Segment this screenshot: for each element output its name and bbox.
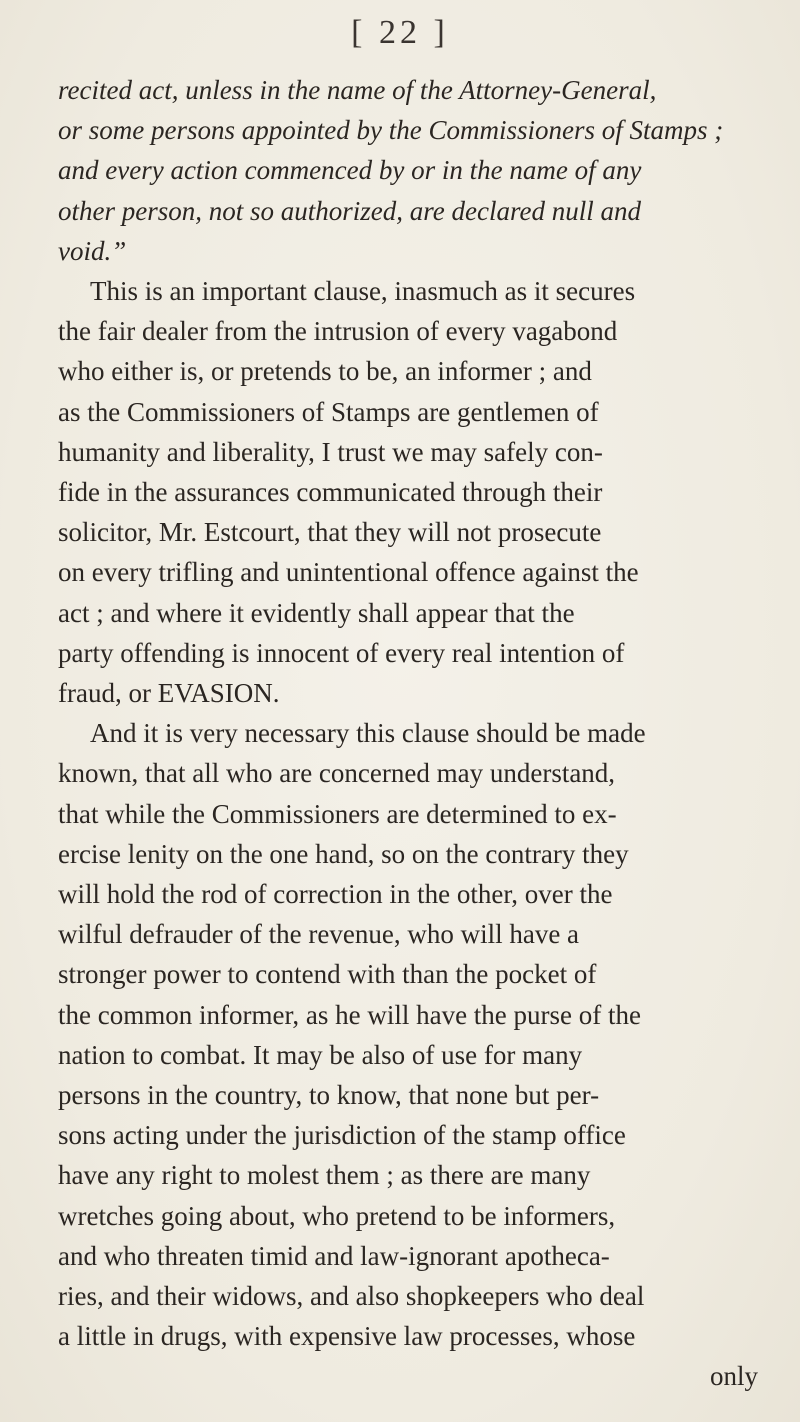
text-line: known, that all who are concerned may understand,	[58, 758, 616, 789]
text-line: recited act, unless in the name of the Attorney-General,	[58, 75, 657, 105]
text-line: party offending is innocent of every real intention of	[58, 637, 625, 668]
text-line: void.”	[58, 235, 127, 266]
text-line: persons in the country, to know, that none but per-	[58, 1080, 600, 1110]
text-line: a little in drugs, with expensive law processes, whose	[58, 1321, 636, 1352]
text-line: wretches going about, who pretend to be informers,	[58, 1200, 616, 1231]
text-line: will hold the rod of correction in the other, over the	[58, 879, 613, 909]
text-line: sons acting under the jurisdiction of the stamp office	[58, 1120, 626, 1151]
text-line: other person, not so authorized, are declared null and	[58, 195, 641, 226]
text-line: on every trifling and unintentional offence against the	[58, 557, 639, 588]
text-line: who either is, or pretends to be, an informer ; and	[58, 356, 592, 387]
text-line: the fair dealer from the intrusion of every vagabond	[58, 316, 618, 347]
text-line: fraud, or EVASION.	[58, 678, 280, 708]
text-line: wilful defrauder of the revenue, who will have a	[58, 919, 580, 950]
text-line: nation to combat. It may be also of use for many	[58, 1039, 583, 1070]
text-line: humanity and liberality, I trust we may safely con-	[58, 436, 603, 467]
text-line: act ; and where it evidently shall appear that the	[58, 597, 575, 628]
text-line: that while the Commissioners are determined to ex-	[58, 798, 617, 829]
text-line: fide in the assurances communicated through their	[58, 477, 603, 507]
text-line: or some persons appointed by the Commissioners of Stamps ;	[58, 115, 724, 146]
text-line: and every action commenced by or in the name of any	[58, 155, 642, 186]
text-line: ercise lenity on the one hand, so on the contrary they	[58, 838, 629, 869]
text-line: ries, and their widows, and also shopkeepers who deal	[58, 1281, 645, 1311]
text-line: the common informer, as he will have the purse of the	[58, 999, 641, 1030]
page-number: [ 22 ]	[351, 14, 449, 51]
text-line: This is an important clause, inasmuch as it secures	[90, 276, 636, 306]
text-line: have any right to molest them ; as there are many	[58, 1160, 591, 1191]
text-line: only	[709, 1361, 758, 1392]
text-line: stronger power to contend with than the pocket of	[58, 959, 597, 990]
text-line: as the Commissioners of Stamps are gentlemen of	[58, 396, 599, 427]
text-line: solicitor, Mr. Estcourt, that they will not prosecute	[58, 517, 602, 548]
text-line: and who threaten timid and law-ignorant apotheca-	[58, 1240, 610, 1271]
text-line: And it is very necessary this clause should be made	[90, 718, 646, 749]
